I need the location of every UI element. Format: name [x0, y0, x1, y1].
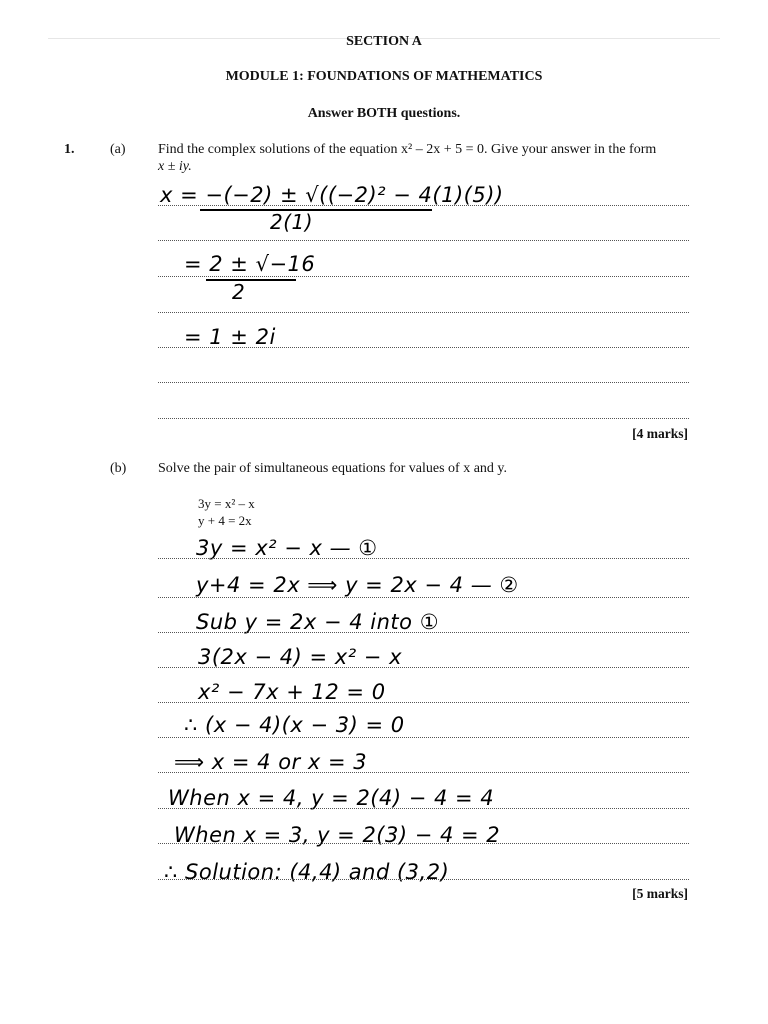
- answer-line: [158, 843, 689, 844]
- answer-line: [158, 772, 689, 773]
- part-b-work-line: 3y = x² − x — ①: [196, 536, 378, 560]
- fraction-bar: [200, 209, 432, 211]
- answer-line: [158, 667, 689, 668]
- part-b-prompt: Solve the pair of simultaneous equations for values of x and y.: [158, 461, 508, 476]
- section-title: SECTION A: [346, 34, 422, 49]
- part-b-work-line: Sub y = 2x − 4 into ①: [196, 610, 440, 634]
- part-b-work-line: 3(2x − 4) = x² − x: [198, 645, 403, 669]
- part-b-equation-1: 3y = x² – x: [198, 496, 255, 511]
- part-b-work-line: When x = 3, y = 2(3) − 4 = 2: [174, 823, 501, 847]
- answer-line: [158, 276, 689, 277]
- answer-line: [158, 240, 689, 241]
- answer-line: [158, 418, 689, 419]
- part-b-work-line: ∴ Solution: (4,4) and (3,2): [164, 860, 450, 884]
- part-a-prompt-line1: Find the complex solutions of the equation x² – 2x + 5 = 0. Give your answer in the form: [158, 142, 657, 157]
- answer-line: [158, 632, 689, 633]
- answer-line: [158, 382, 689, 383]
- part-a-work-line2-numerator: = 2 ± √−16: [184, 252, 316, 276]
- answer-line: [158, 737, 689, 738]
- fraction-bar: [206, 279, 296, 281]
- part-b-work-line: When x = 4, y = 2(4) − 4 = 4: [168, 786, 495, 810]
- answer-line: [158, 347, 689, 348]
- answer-line: [158, 597, 689, 598]
- part-a-work-line1-numerator: x = −(−2) ± √((−2)² − 4(1)(5)): [160, 183, 504, 207]
- part-a-work-line1-denominator: 2(1): [270, 210, 314, 234]
- part-b-label: (b): [110, 461, 127, 476]
- part-a-work-line3: = 1 ± 2i: [184, 325, 276, 349]
- answer-line: [158, 312, 689, 313]
- answer-line: [158, 808, 689, 809]
- part-b-work-line: ⟹ x = 4 or x = 3: [174, 750, 368, 774]
- part-b-marks: [5 marks]: [632, 886, 688, 901]
- part-b-work-line: x² − 7x + 12 = 0: [198, 680, 386, 704]
- part-a-prompt-line2: x ± iy.: [158, 159, 192, 174]
- answer-line: [158, 702, 689, 703]
- part-a-work-line2-denominator: 2: [232, 280, 246, 304]
- instruction: Answer BOTH questions.: [307, 106, 461, 121]
- part-b-work-line: y+4 = 2x ⟹ y = 2x − 4 — ②: [196, 573, 519, 597]
- part-a-marks: [4 marks]: [632, 426, 688, 441]
- answer-line: [158, 879, 689, 880]
- answer-line: [158, 205, 689, 206]
- question-number: 1.: [64, 142, 75, 157]
- part-b-equation-2: y + 4 = 2x: [198, 513, 252, 528]
- part-a-label: (a): [110, 142, 126, 157]
- part-b-work-line: ∴ (x − 4)(x − 3) = 0: [184, 713, 405, 737]
- answer-line: [158, 558, 689, 559]
- module-title: MODULE 1: FOUNDATIONS OF MATHEMATICS: [225, 69, 543, 84]
